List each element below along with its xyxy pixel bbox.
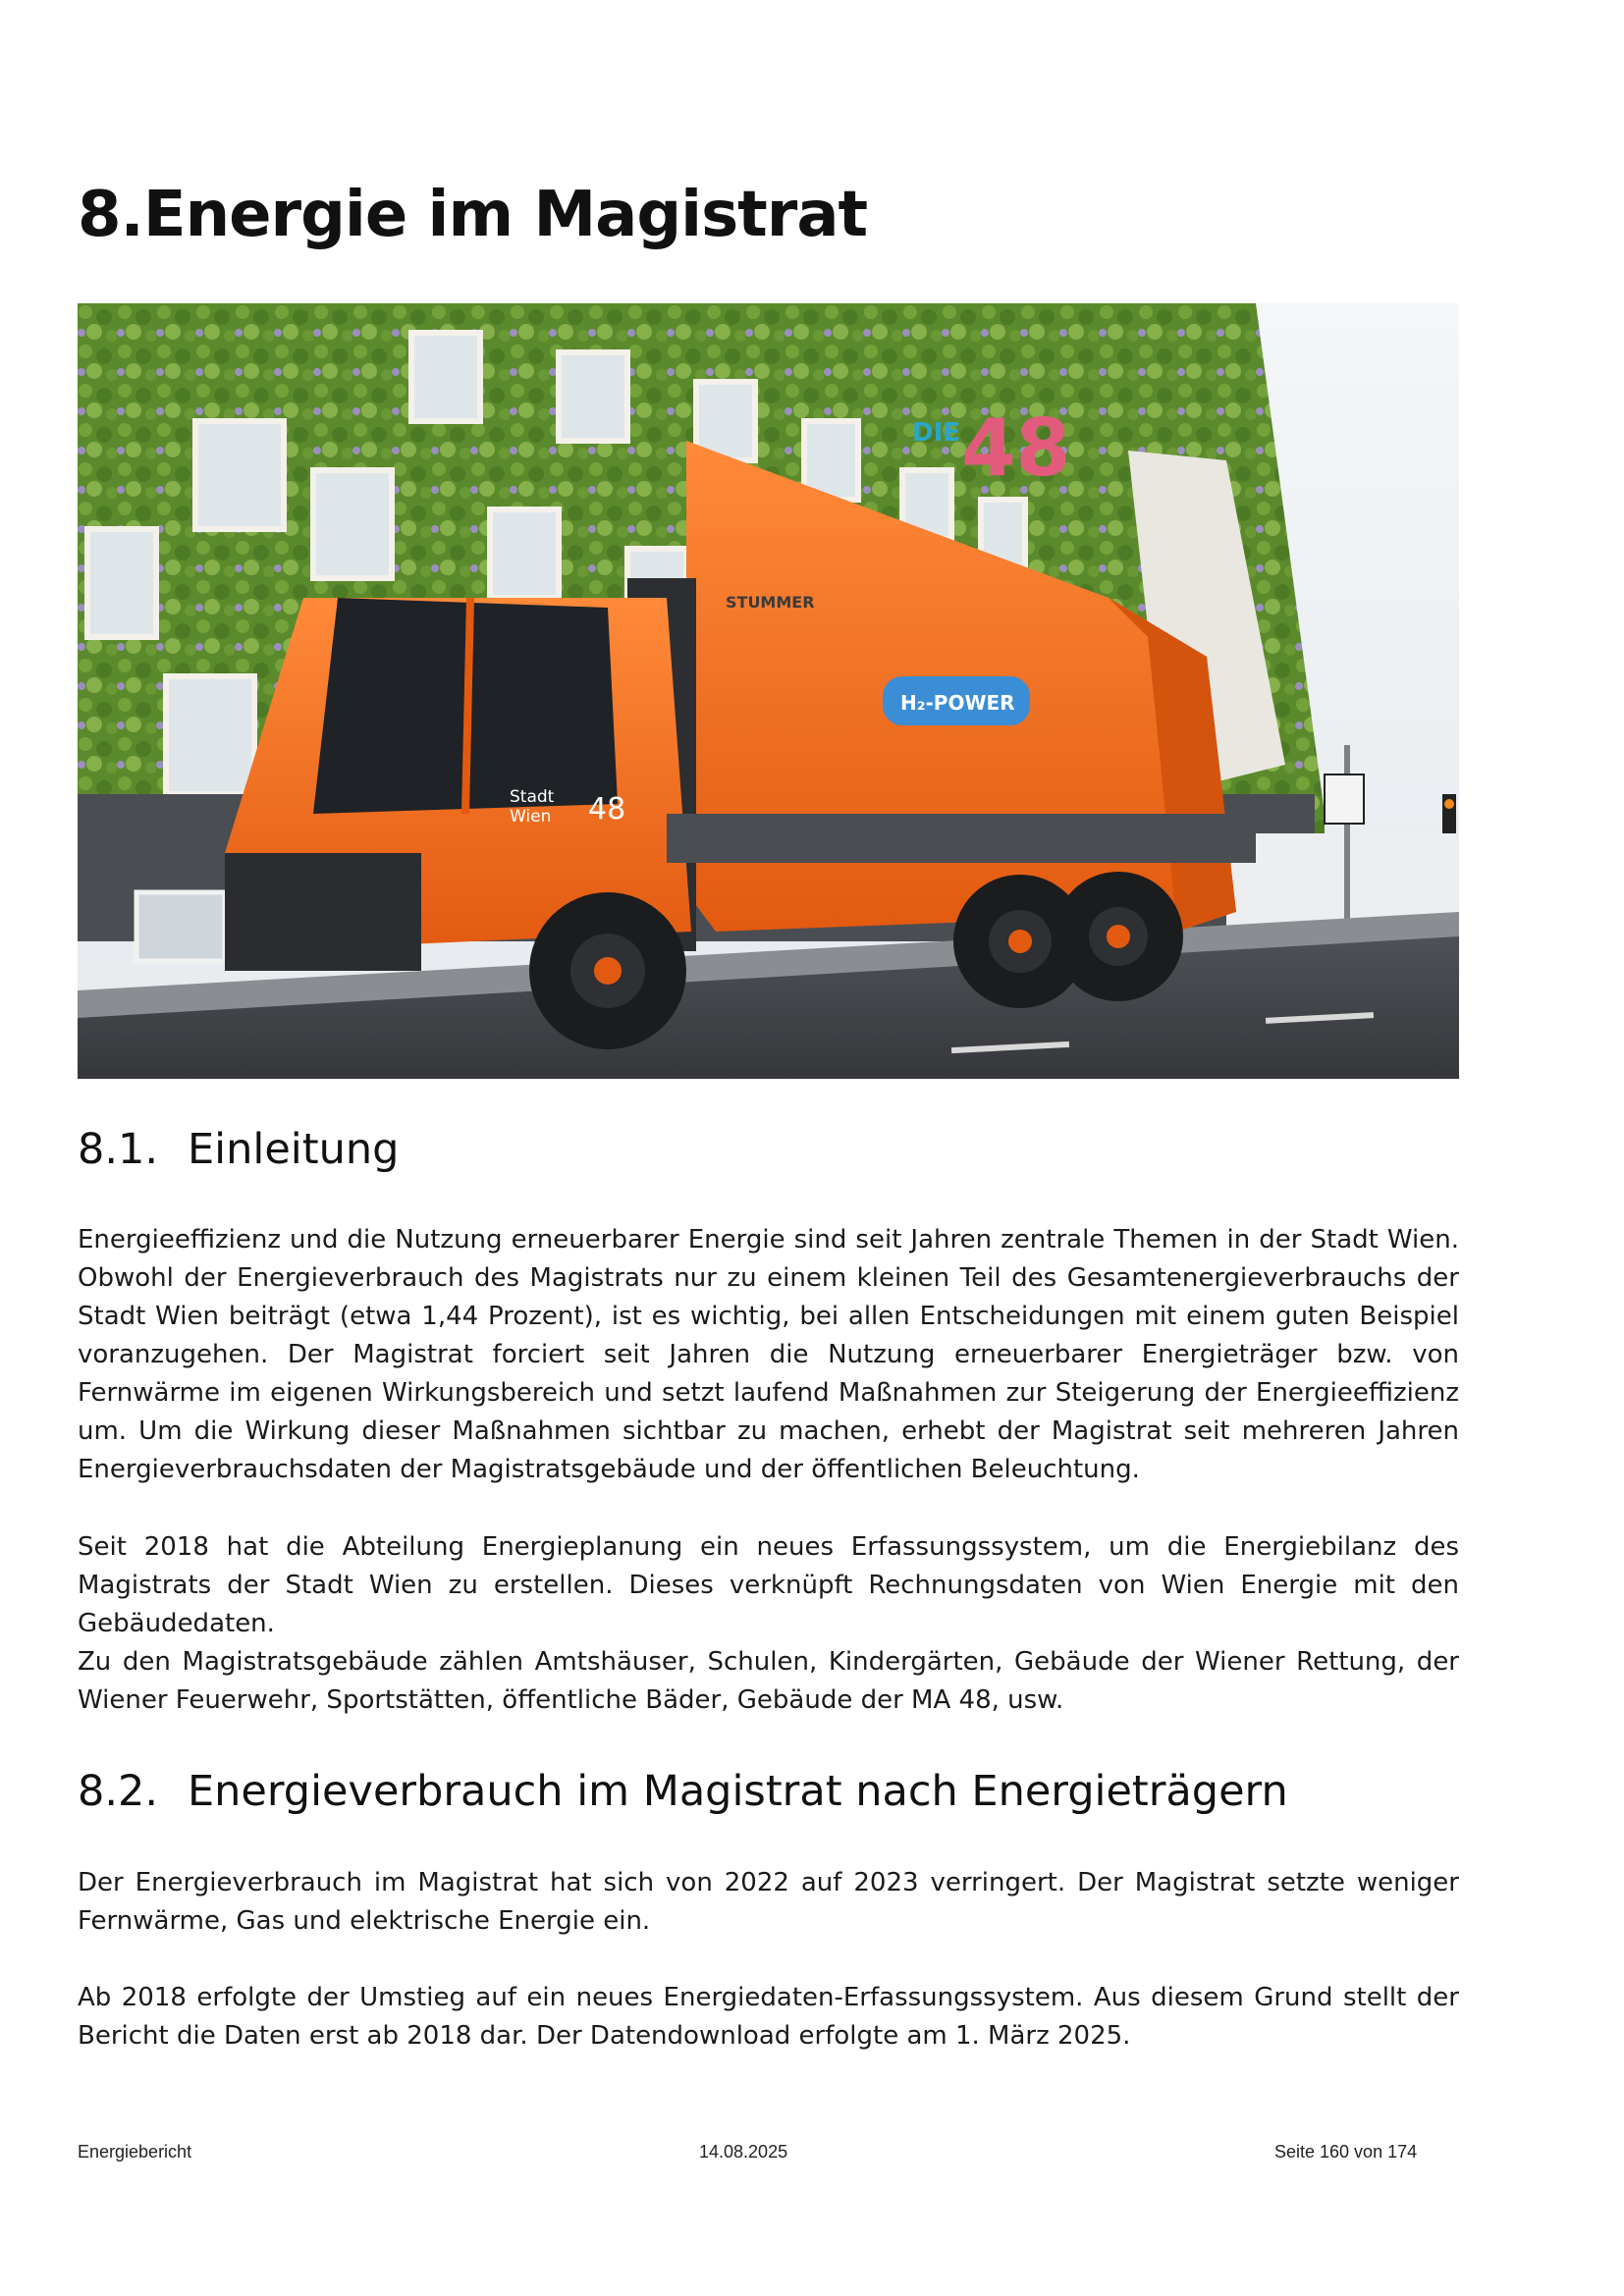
section-heading-1 (78, 1125, 399, 1174)
footer-left: Energiebericht (78, 2142, 192, 2162)
truck-text-2: Wien (510, 807, 552, 827)
truck-text-1: Stadt (510, 787, 555, 807)
section-title: Energieverbrauch im Magistrat nach Energieträgern (188, 1767, 1288, 1816)
footer-page-number: Seite 160 von 174 (1274, 2142, 1418, 2162)
paragraph: Der Energieverbrauch im Magistrat hat sich von 2022 auf 2023 verringert. Der Magistrat setzte weniger Fernwärme, Gas und elektrische Energie ein. (78, 1868, 1459, 1936)
hero-photo (78, 303, 1459, 1079)
paragraph: Zu den Magistratsgebäude zählen Amtshäuser, Schulen, Kindergärten, Gebäude der Wiener Rettung, der Wiener Feuerwehr, Sportstätten, öffentliche Bäder, Gebäude der MA 48, usw. (78, 1647, 1459, 1715)
wall-logo-text: DIE (912, 418, 961, 448)
footer-date: 14.08.2025 (699, 2142, 788, 2162)
section-number: 8.2. (78, 1767, 159, 1816)
garbage-truck-illustration (78, 303, 1459, 1079)
paragraph: Ab 2018 erfolgte der Umstieg auf ein neues Energiedaten-Erfassungssystem. Aus diesem Grund stellt der Bericht die Daten erst ab 2018 dar. Der Datendownload erfolgte am 1. März 2025. (78, 1983, 1459, 2051)
section-heading-2 (78, 1767, 1288, 1816)
truck-brand-text: STUMMER (726, 593, 815, 612)
section-title: Einleitung (188, 1125, 400, 1174)
wall-logo-number: 48 (961, 402, 1071, 494)
page-title: 8.Energie im Magistrat (78, 179, 868, 251)
section-number: 8.1. (78, 1125, 159, 1174)
banner-text: H₂-POWER (900, 691, 1015, 715)
paragraph: Energieeffizienz und die Nutzung erneuerbarer Energie sind seit Jahren zentrale Themen in der Stadt Wien. Obwohl der Energieverbrauch des Magistrats nur zu einem kleinen Teil des Gesamtenergieverbrauchs der Stadt Wien beiträgt (etwa 1,44 Prozent), ist es wichtig, bei allen Entscheidungen mit einem guten Beispiel voranzugehen. Der Magistrat forciert seit Jahren die Nutzung erneuerbarer Energieträger bzw. von Fernwärme im eigenen Wirkungsbereich und setzt laufend Maßnahmen zur Steigerung der Energieeffizienz um. Um die Wirkung dieser Maßnahmen sichtbar zu machen, erhebt der Magistrat seit mehreren Jahren Energieverbrauchsdaten der Magistratsgebäude und der öffentlichen Beleuchtung. (78, 1225, 1459, 1484)
paragraph: Seit 2018 hat die Abteilung Energieplanung ein neues Erfassungssystem, um die Energiebilanz des Magistrats der Stadt Wien zu erstellen. Dieses verknüpft Rechnungsdaten von Wien Energie mit den Gebäudedaten. (78, 1532, 1459, 1638)
truck-text-3: 48 (588, 792, 626, 827)
